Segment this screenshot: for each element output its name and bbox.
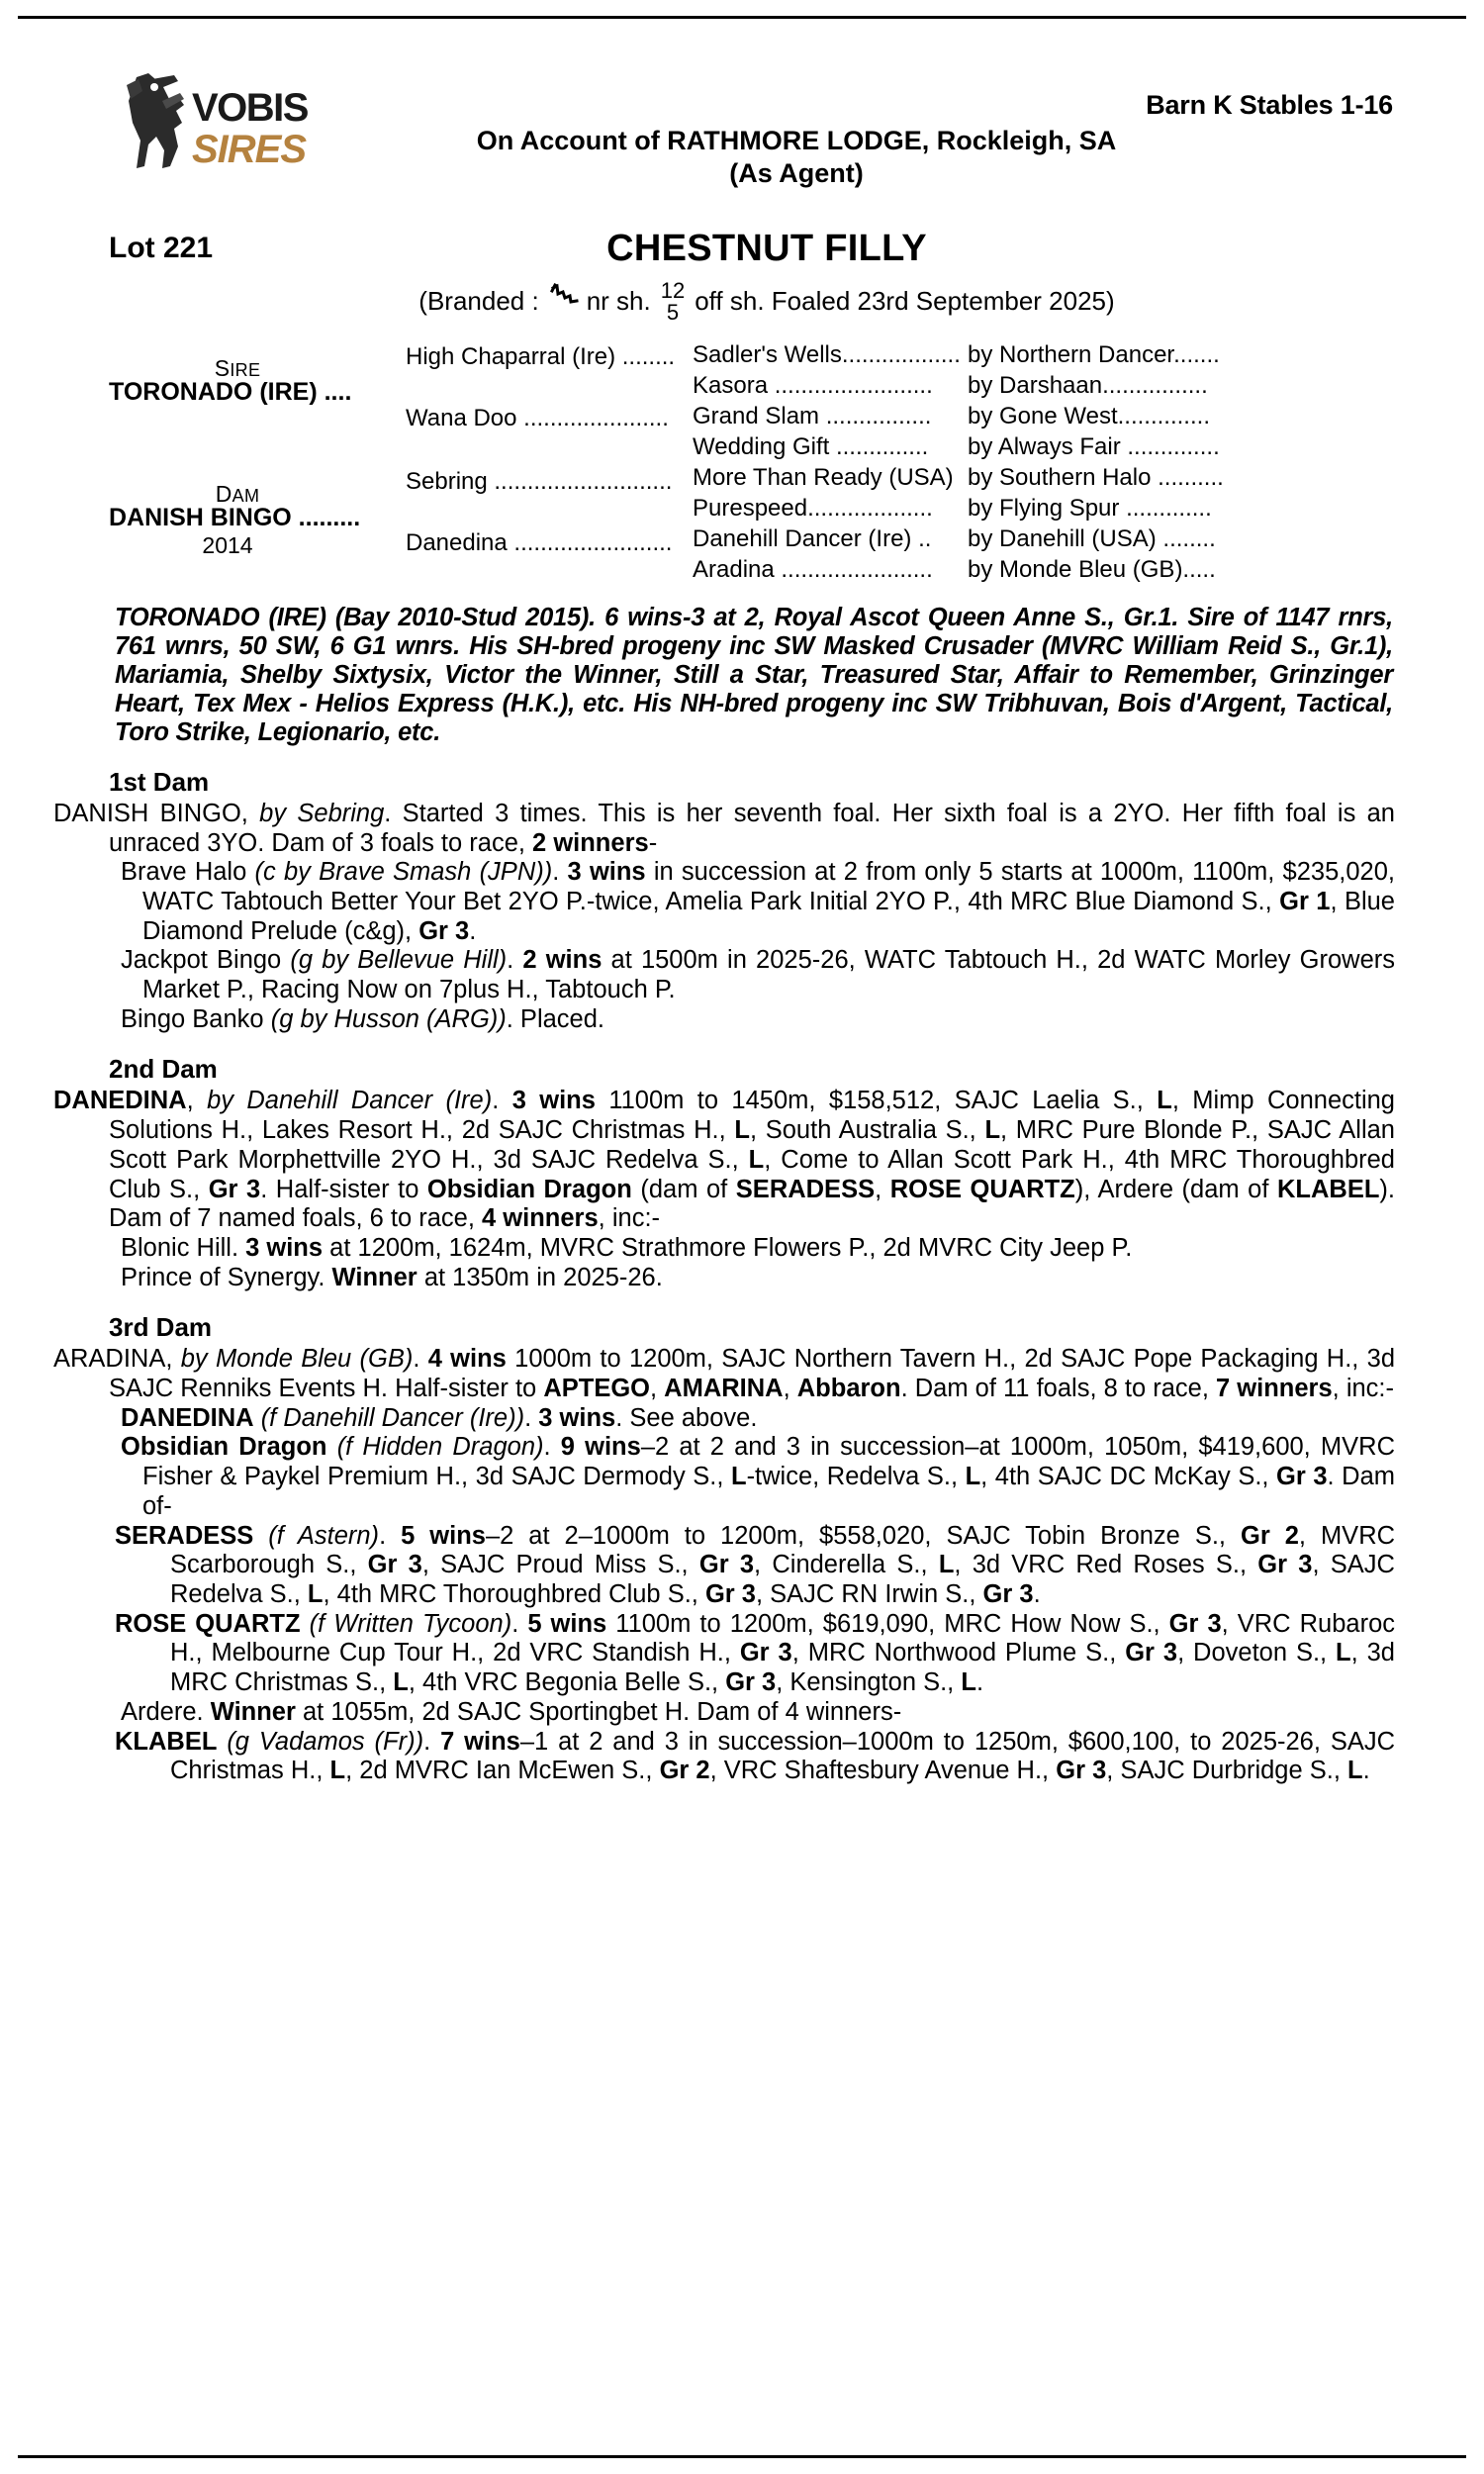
entry-text: , MRC Pure Blonde P., SAJC Allan Scott Park Morphettville 2YO H., 3d SAJC Redelva S., bbox=[109, 1116, 1395, 1174]
emphasis-bold: 3 wins bbox=[511, 1087, 596, 1115]
emphasis-bold: 3 wins bbox=[538, 1403, 616, 1432]
entry-text: Blonic Hill. bbox=[121, 1233, 246, 1262]
entry-text: (dam of bbox=[631, 1175, 736, 1203]
emphasis-bold: Gr 3 bbox=[1168, 1609, 1222, 1638]
entry-text: . bbox=[413, 1345, 428, 1374]
branded-near-side: nr sh. bbox=[586, 285, 651, 316]
entry-text: - bbox=[648, 828, 658, 857]
entry-text: . bbox=[552, 858, 568, 887]
sire-name-dots: .... bbox=[317, 377, 352, 406]
entry-text: , MVRC Scarborough S., bbox=[170, 1521, 1396, 1579]
entry-text: . Started 3 times. This is her seventh foal. Her sixth foal is a 2YO. Her fifth foal is an unraced 3YO. Dam of 3 foals to race, bbox=[109, 799, 1395, 857]
emphasis-bold: 3 wins bbox=[567, 858, 646, 887]
entry-text: . bbox=[423, 1727, 441, 1756]
emphasis-bold: L bbox=[1347, 1757, 1363, 1785]
ggp-name: Kasora ........................ bbox=[693, 371, 933, 399]
great-grandparent-row bbox=[693, 554, 1395, 585]
emphasis-bold: 7 winners bbox=[1216, 1375, 1333, 1403]
emphasis-italic: by Monde Bleu (GB) bbox=[180, 1345, 414, 1374]
dam-section-heading: 3rd Dam bbox=[109, 1312, 213, 1343]
entry-text bbox=[327, 1433, 337, 1461]
entry-text bbox=[217, 1728, 227, 1756]
emphasis-bold: Gr 3 bbox=[1257, 1551, 1313, 1579]
branded-foaled-line bbox=[109, 279, 1395, 324]
entry-text: –2 at 2–1000m to 1200m, $558,020, SAJC Tobin Bronze S., bbox=[485, 1521, 1241, 1550]
colour-and-sex: CHESTNUT FILLY bbox=[606, 228, 927, 269]
entry-text: Bingo Banko bbox=[121, 1004, 271, 1033]
entry-text: , Mimp Connecting Solutions H., Lakes Resort H., 2d SAJC Christmas H., bbox=[109, 1087, 1395, 1145]
entry-text: , 4th SAJC DC McKay S., bbox=[980, 1463, 1277, 1491]
brand-fraction bbox=[661, 280, 685, 325]
entry-text: . Dam of 11 foals, 8 to race, bbox=[900, 1375, 1217, 1403]
great-grandparent-row bbox=[693, 431, 1395, 462]
entry-text: , Doveton S., bbox=[1177, 1639, 1337, 1667]
entry-text: –2 at 2 and 3 in succession–at 1000m, 1050m, $419,600, MVRC Fisher & Paykel Premium H., 3d SAJC Dermody S., bbox=[142, 1433, 1396, 1491]
pedigree-entry bbox=[109, 1005, 1395, 1035]
pedigree-entry bbox=[109, 1264, 1395, 1293]
as-agent-label: (As Agent) bbox=[729, 157, 864, 188]
logo-word-vobis: VOBIS bbox=[192, 86, 308, 130]
entry-text: . bbox=[975, 1668, 984, 1697]
entry-text: , SAJC Durbridge S., bbox=[1106, 1757, 1348, 1785]
emphasis-italic: by Sebring bbox=[259, 799, 385, 827]
entry-text: Ardere. bbox=[121, 1697, 211, 1726]
entry-text: . bbox=[379, 1521, 402, 1550]
ggp-name: Grand Slam ................ bbox=[693, 403, 932, 430]
emphasis-bold: DANEDINA bbox=[121, 1403, 254, 1432]
entry-text: . Half-sister to bbox=[260, 1175, 427, 1203]
entry-text: , 4th VRC Begonia Belle S., bbox=[408, 1668, 726, 1697]
pedigree-great-grandparents-column bbox=[693, 339, 1395, 586]
emphasis-bold: Gr 3 bbox=[367, 1551, 422, 1579]
dam-label: DAM bbox=[215, 480, 260, 507]
entry-text: Prince of Synergy. bbox=[121, 1263, 332, 1291]
entry-text: Jackpot Bingo bbox=[121, 946, 291, 975]
ggp-sire: by Southern Halo .......... bbox=[968, 464, 1224, 492]
emphasis-bold: Gr 3 bbox=[1276, 1463, 1328, 1491]
entry-text: , VRC Shaftesbury Avenue H., bbox=[709, 1757, 1057, 1785]
entry-text: . bbox=[1362, 1757, 1370, 1785]
emphasis-bold: L bbox=[734, 1116, 750, 1145]
entry-text: , bbox=[650, 1375, 665, 1403]
emphasis-bold: Gr 3 bbox=[1125, 1639, 1178, 1667]
entry-text: 1100m to 1450m, $158,512, SAJC Laelia S., bbox=[595, 1087, 1158, 1115]
page-top-rule bbox=[18, 16, 1466, 19]
great-grandparent-row bbox=[693, 523, 1395, 554]
entry-text: , 3d VRC Red Roses S., bbox=[954, 1551, 1258, 1579]
entry-text: , SAJC Proud Miss S., bbox=[421, 1551, 699, 1579]
emphasis-bold: Gr 3 bbox=[725, 1668, 777, 1697]
pedigree-grandparents-column bbox=[406, 339, 693, 586]
sire-block bbox=[109, 354, 406, 406]
entry-text: , South Australia S., bbox=[749, 1116, 985, 1145]
ggp-sire: by Northern Dancer....... bbox=[968, 340, 1220, 368]
pedigree-entry bbox=[109, 1234, 1395, 1264]
emphasis-bold: Obsidian Dragon bbox=[121, 1433, 327, 1462]
pedigree-entry bbox=[109, 1728, 1395, 1786]
sire-name bbox=[109, 377, 406, 406]
emphasis-bold: L bbox=[393, 1668, 409, 1697]
emphasis-italic: (f Hidden Dragon) bbox=[336, 1433, 544, 1462]
entry-text: at 1200m, 1624m, MVRC Strathmore Flowers P., 2d MVRC City Jeep P. bbox=[323, 1233, 1133, 1262]
emphasis-bold: Gr 3 bbox=[739, 1639, 792, 1667]
emphasis-bold: Winner bbox=[331, 1263, 417, 1291]
entry-text: , Cinderella S., bbox=[754, 1551, 939, 1579]
entry-text bbox=[254, 1404, 261, 1432]
pedigree-entry bbox=[109, 946, 1395, 1004]
emphasis-bold: 5 wins bbox=[527, 1609, 607, 1638]
entry-text: Brave Halo bbox=[121, 858, 255, 887]
emphasis-bold: KLABEL bbox=[115, 1727, 218, 1756]
great-grandparent-row bbox=[693, 493, 1395, 523]
emphasis-bold: L bbox=[307, 1579, 324, 1608]
barn-stables-label: Barn K Stables 1-16 bbox=[1146, 90, 1393, 120]
dam-section-heading: 1st Dam bbox=[109, 766, 210, 797]
emphasis-bold: L bbox=[938, 1551, 955, 1579]
emphasis-bold: Gr 3 bbox=[704, 1579, 756, 1608]
emphasis-italic: (f Danehill Dancer (Ire)) bbox=[260, 1403, 525, 1432]
ggp-name: Aradina ....................... bbox=[693, 556, 933, 584]
emphasis-bold: 2 winners bbox=[532, 828, 649, 857]
entry-text: at 1350m in 2025-26. bbox=[417, 1263, 663, 1291]
grandparent-sire-dam: Wana Doo ...................... bbox=[406, 404, 669, 431]
entry-text: . bbox=[492, 1087, 512, 1115]
emphasis-bold: Gr 2 bbox=[1240, 1521, 1299, 1550]
branded-off-side-foaled: off sh. Foaled 23rd September 2025) bbox=[695, 285, 1115, 316]
vobis-sires-logo bbox=[119, 71, 317, 175]
horse-jockey-silhouette bbox=[127, 73, 184, 168]
pedigree-entry bbox=[53, 799, 1395, 858]
emphasis-bold: Gr 3 bbox=[418, 916, 470, 945]
entry-text: , 3d MRC Christmas S., bbox=[170, 1639, 1395, 1697]
emphasis-bold: Winner bbox=[210, 1697, 296, 1726]
great-grandparent-row bbox=[693, 339, 1395, 370]
entry-text: -twice, Redelva S., bbox=[746, 1463, 966, 1491]
emphasis-bold: 4 wins bbox=[427, 1345, 507, 1374]
emphasis-bold: Gr 2 bbox=[659, 1757, 710, 1785]
emphasis-italic: by Danehill Dancer (Ire) bbox=[207, 1087, 493, 1115]
entry-text: –1 at 2 and 3 in succession–1000m to 1250m, $600,100, to 2025-26, SAJC Christmas H., bbox=[170, 1727, 1396, 1785]
entry-text bbox=[253, 1522, 268, 1550]
entry-text: , Blue Diamond Prelude (c&g), bbox=[142, 887, 1395, 945]
pedigree-entry bbox=[109, 1522, 1395, 1610]
entry-text: . bbox=[507, 946, 523, 975]
dam-name-text: DANISH BINGO bbox=[109, 503, 292, 531]
emphasis-bold: L bbox=[984, 1116, 1001, 1145]
entry-text: , VRC Rubaroc H., Melbourne Cup Tour H., 2d VRC Standish H., bbox=[170, 1609, 1396, 1667]
emphasis-bold: L bbox=[1336, 1639, 1351, 1667]
page-bottom-rule bbox=[18, 2455, 1466, 2458]
pedigree-table bbox=[109, 339, 1395, 586]
entry-text: . See above. bbox=[615, 1403, 758, 1432]
branded-prefix: (Branded : bbox=[418, 285, 539, 316]
ggp-name: More Than Ready (USA) bbox=[693, 464, 954, 492]
emphasis-bold: L bbox=[748, 1145, 765, 1174]
entry-text: . bbox=[524, 1403, 539, 1432]
entry-text: , SAJC Redelva S., bbox=[170, 1551, 1395, 1608]
entry-text: . bbox=[469, 916, 477, 945]
emphasis-bold: Gr 3 bbox=[982, 1579, 1034, 1608]
pedigree-entry bbox=[109, 1433, 1395, 1521]
emphasis-bold: ROSE QUARTZ bbox=[889, 1175, 1075, 1203]
entry-text: , Kensington S., bbox=[776, 1668, 962, 1697]
emphasis-bold: APTEGO bbox=[543, 1375, 650, 1403]
entry-text: ARADINA, bbox=[53, 1345, 181, 1374]
great-grandparent-row bbox=[693, 462, 1395, 493]
entry-text: , MRC Northwood Plume S., bbox=[791, 1639, 1126, 1667]
entry-text: , 4th MRC Thoroughbred Club S., bbox=[323, 1579, 705, 1608]
entry-text: , bbox=[186, 1087, 208, 1115]
emphasis-bold: 7 wins bbox=[440, 1727, 520, 1756]
emphasis-bold: 4 winners bbox=[482, 1204, 599, 1233]
emphasis-bold: Obsidian Dragon bbox=[426, 1175, 632, 1203]
pedigree-entry bbox=[53, 1345, 1396, 1403]
ggp-name: Wedding Gift .............. bbox=[693, 433, 929, 461]
grandparent-dam-dam: Danedina ........................ bbox=[406, 528, 673, 556]
emphasis-bold: L bbox=[961, 1668, 976, 1697]
logo-word-sires: SIRES bbox=[192, 128, 307, 171]
entry-text: 1100m to 1200m, $619,090, MRC How Now S., bbox=[606, 1609, 1169, 1638]
entry-text: . bbox=[1033, 1579, 1041, 1608]
emphasis-bold: Gr 3 bbox=[698, 1551, 755, 1579]
emphasis-bold: Gr 3 bbox=[208, 1175, 261, 1203]
emphasis-bold: L bbox=[965, 1463, 981, 1491]
pedigree-entry bbox=[53, 1087, 1395, 1234]
sire-name-text: TORONADO (IRE) bbox=[109, 377, 318, 406]
emphasis-bold: Gr 3 bbox=[1056, 1757, 1107, 1785]
vendor-account-line: On Account of RATHMORE LODGE, Rockleigh, SA bbox=[476, 125, 1117, 155]
emphasis-italic: (f Written Tycoon) bbox=[309, 1609, 512, 1638]
entry-text: at 1055m, 2d SAJC Sportingbet H. Dam of 4 winners- bbox=[295, 1697, 902, 1726]
entry-text: . bbox=[511, 1609, 528, 1638]
emphasis-bold: L bbox=[329, 1757, 346, 1785]
emphasis-italic: (f Astern) bbox=[268, 1521, 380, 1550]
entry-text: . bbox=[543, 1433, 561, 1462]
emphasis-bold: AMARINA bbox=[664, 1375, 784, 1403]
emphasis-bold: SERADESS bbox=[115, 1521, 254, 1550]
ggp-sire: by Monde Bleu (GB)..... bbox=[968, 556, 1216, 584]
ggp-sire: by Gone West.............. bbox=[968, 403, 1210, 430]
great-grandparent-row bbox=[693, 370, 1395, 401]
brand-symbol-icon bbox=[543, 282, 583, 316]
header bbox=[109, 69, 1395, 218]
entry-text: ). Dam of 7 named foals, 6 to race, bbox=[109, 1175, 1395, 1233]
ggp-sire: by Flying Spur ............. bbox=[968, 495, 1212, 523]
entry-text: . Placed. bbox=[506, 1004, 604, 1033]
great-grandparent-row bbox=[693, 401, 1395, 431]
ggp-name: Sadler's Wells.................. bbox=[693, 340, 961, 368]
entry-text: 1000m to 1200m, SAJC Northern Tavern H., 2d SAJC Pope Packaging H., 3d SAJC Renniks Events H. Half-sister to bbox=[109, 1345, 1396, 1403]
entry-text: ), Ardere (dam of bbox=[1074, 1175, 1277, 1203]
emphasis-italic: (c by Brave Smash (JPN)) bbox=[254, 858, 553, 887]
entry-text: , bbox=[783, 1375, 797, 1403]
entry-text bbox=[301, 1610, 310, 1638]
pedigree-parents-column bbox=[109, 339, 406, 586]
emphasis-bold: L bbox=[1157, 1087, 1172, 1115]
entry-text: at 1500m in 2025-26, WATC Tabtouch H., 2d WATC Morley Growers Market P., Racing Now on 7plus H., Tabtouch P. bbox=[142, 946, 1395, 1004]
pedigree-entry bbox=[109, 1698, 1395, 1728]
ggp-sire: by Danehill (USA) ........ bbox=[968, 525, 1216, 553]
pedigree-entry bbox=[109, 858, 1395, 946]
lot-title-row bbox=[109, 228, 1395, 275]
emphasis-italic: (g by Bellevue Hill) bbox=[290, 946, 508, 975]
dam-foaling-year: 2014 bbox=[202, 531, 253, 558]
entry-text: in succession at 2 from only 5 starts at 1000m, 1100m, $235,020, WATC Tabtouch Better Your Bet 2YO P.-twice, Amelia Park Initial 2YO P., 4th MRC Blue Diamond S., bbox=[142, 858, 1395, 915]
emphasis-bold: ROSE QUARTZ bbox=[115, 1609, 301, 1638]
lot-number: Lot 221 bbox=[109, 232, 214, 264]
entry-text: , bbox=[875, 1175, 890, 1203]
emphasis-bold: Abbaron bbox=[796, 1375, 901, 1403]
entry-text: , SAJC RN Irwin S., bbox=[756, 1579, 983, 1608]
emphasis-bold: Gr 1 bbox=[1279, 887, 1331, 915]
dam-section-heading: 2nd Dam bbox=[109, 1054, 218, 1085]
dam-block bbox=[109, 480, 406, 558]
emphasis-bold: 9 wins bbox=[560, 1433, 641, 1462]
pedigree-entry bbox=[109, 1404, 1395, 1434]
emphasis-bold: 5 wins bbox=[401, 1521, 486, 1550]
entry-text: , inc:- bbox=[1332, 1375, 1394, 1403]
emphasis-bold: 2 wins bbox=[522, 946, 603, 975]
pedigree-entry bbox=[109, 1610, 1395, 1698]
grandparent-sire-sire: High Chaparral (Ire) ........ bbox=[406, 342, 676, 370]
emphasis-bold: SERADESS bbox=[735, 1175, 876, 1203]
sire-label: SIRE bbox=[214, 354, 261, 381]
emphasis-italic: (g Vadamos (Fr)) bbox=[227, 1727, 424, 1756]
emphasis-bold: DANEDINA bbox=[53, 1087, 187, 1115]
brand-fraction-numerator: 12 bbox=[660, 278, 686, 303]
dam-name bbox=[109, 503, 406, 531]
page-content bbox=[53, 69, 1396, 1786]
emphasis-bold: L bbox=[730, 1463, 747, 1491]
dam-pedigree-sections bbox=[53, 766, 1396, 1786]
grandparent-dam-sire: Sebring ........................... bbox=[406, 467, 673, 495]
entry-text: , 2d MVRC Ian McEwen S., bbox=[345, 1757, 660, 1785]
emphasis-bold: KLABEL bbox=[1277, 1175, 1380, 1203]
emphasis-bold: 3 wins bbox=[245, 1233, 324, 1262]
ggp-sire: by Darshaan................ bbox=[968, 371, 1208, 399]
ggp-name: Danehill Dancer (Ire) .. bbox=[693, 525, 932, 553]
brand-fraction-denominator: 5 bbox=[666, 300, 680, 326]
ggp-sire: by Always Fair .............. bbox=[968, 433, 1220, 461]
emphasis-italic: (g by Husson (ARG)) bbox=[270, 1004, 507, 1033]
ggp-name: Purespeed................... bbox=[693, 495, 933, 523]
sire-summary-paragraph: TORONADO (IRE) (Bay 2010-Stud 2015). 6 wins-3 at 2, Royal Ascot Queen Anne S., Gr.1. Sire of 1147 rnrs, 761 wnrs, 50 SW, 6 G1 wnrs. His SH-bred progeny inc SW Masked Crusader (MVRC William Reid S., Gr.1), Mariamia, Shelby Sixtysix, Victor the Winner, Still a Star, Treasured Star, Affair to Remember, Grinzinger Heart, Tex Mex - Helios Express (H.K.), etc. His NH-bred progeny inc SW Tribhuvan, Bois d'Argent, Tactical, Toro Strike, Legionario, etc. bbox=[115, 603, 1393, 746]
entry-text: , Come to Allan Scott Park H., 4th MRC Thoroughbred Club S., bbox=[109, 1145, 1395, 1203]
entry-text: DANISH BINGO, bbox=[53, 799, 260, 827]
dam-name-dots: ......... bbox=[291, 503, 361, 531]
entry-text: . Dam of- bbox=[142, 1463, 1395, 1520]
entry-text: , inc:- bbox=[598, 1204, 661, 1233]
